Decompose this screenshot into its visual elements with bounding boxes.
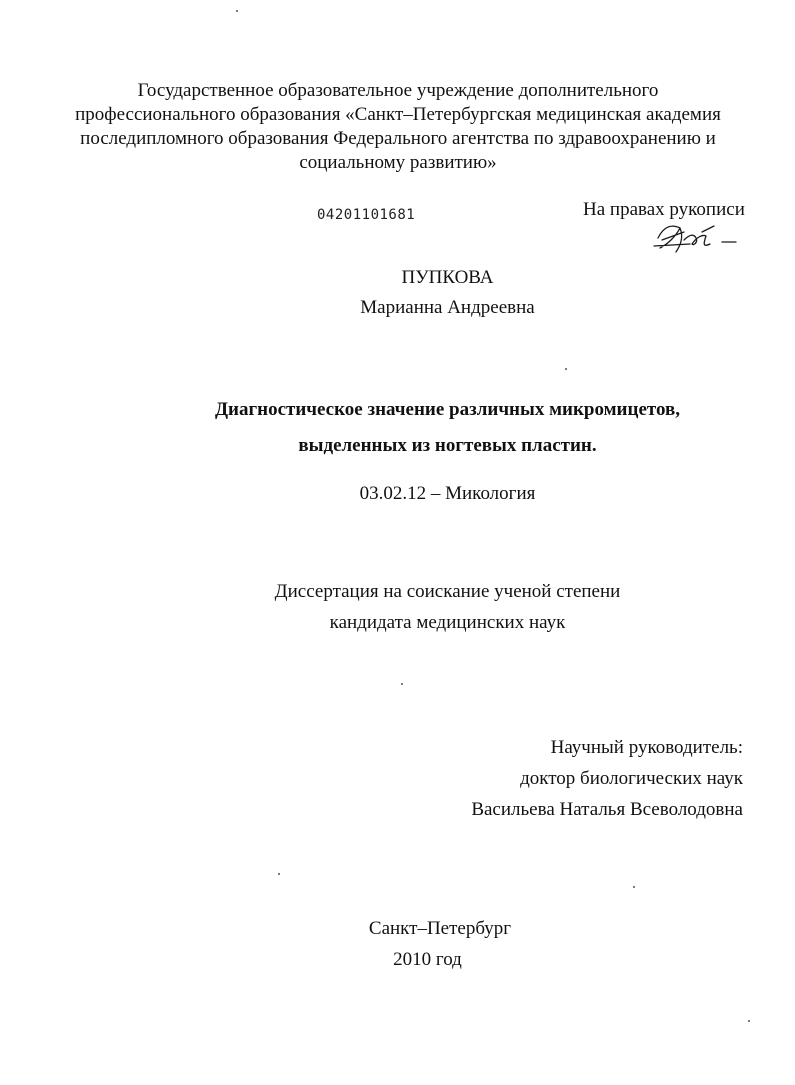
institution-header (60, 79, 736, 175)
author-surname: ПУПКОВА (401, 267, 494, 288)
specialty-code: 03.02.12 – Микология (359, 483, 536, 504)
dissertation-title (0, 392, 795, 464)
degree-line: Диссертация на соискание ученой степени (274, 581, 621, 602)
institution-line: социальному развитию» (299, 152, 497, 173)
supervisor-line: Научный руководитель: (550, 737, 743, 758)
scan-speck (236, 10, 238, 12)
scan-speck (401, 683, 403, 685)
institution-line: последипломного образования Федерального агентства по здравоохранению и (80, 128, 716, 149)
city: Санкт–Петербург (368, 918, 512, 939)
degree-line: кандидата медицинских наук (329, 612, 566, 633)
scan-speck (565, 368, 567, 370)
title-line: Диагностическое значение различных микромицетов, (214, 399, 681, 420)
year: 2010 год (393, 949, 462, 970)
supervisor-line: доктор биологических наук (520, 768, 743, 789)
scan-speck (633, 886, 635, 888)
institution-line: Государственное образовательное учреждение дополнительного (137, 80, 659, 101)
scan-speck (748, 1020, 750, 1022)
archive-number: 04201101681 (317, 207, 416, 223)
degree-statement (0, 576, 795, 638)
institution-line: профессионального образования «Санкт–Петербургская медицинская академия (75, 104, 721, 125)
manuscript-rights-label: На правах рукописи (583, 199, 745, 220)
author-name: Марианна Андреевна (360, 297, 535, 318)
scan-speck (278, 873, 280, 875)
title-line: выделенных из ногтевых пластин. (298, 435, 597, 456)
supervisor-line: Васильева Наталья Всеволодовна (471, 799, 743, 820)
supervisor-info (471, 732, 743, 825)
signature-icon (650, 218, 740, 258)
